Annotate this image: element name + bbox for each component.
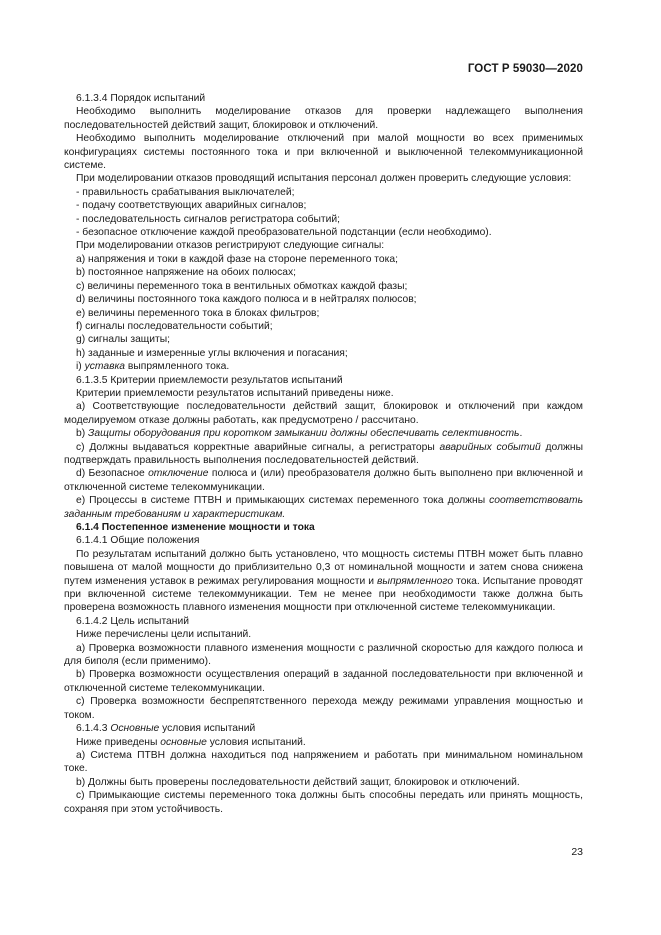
paragraph-p29 xyxy=(64,615,583,628)
text-run: полюса и (или) преобразователя должно быть выполнено при включенной и отключенной системе телекоммуникации. xyxy=(64,468,583,493)
text-run: b) постоянное напряжение на обоих полюсах; xyxy=(76,267,296,279)
text-run: 6.1.4 Постепенное изменение мощности и тока xyxy=(76,522,315,533)
paragraph-p35 xyxy=(64,736,583,749)
document-id-header: ГОСТ Р 59030—2020 xyxy=(467,63,583,75)
text-run: условия испытаний xyxy=(159,723,256,735)
text-run: d) Безопасное xyxy=(76,468,149,480)
paragraph-p22 xyxy=(64,427,583,440)
paragraph-p32 xyxy=(64,668,583,695)
text-run: a) напряжения и токи в каждой фазе на стороне переменного тока; xyxy=(76,253,398,265)
text-run: c) величины переменного тока в вентильных обмотках каждой фазы; xyxy=(76,280,408,292)
italic-text: основные xyxy=(160,736,207,748)
text-run: c) Примыкающие системы переменного тока должны быть способны передать или принять мощность, сохраняя при этом устойчивость. xyxy=(64,790,583,815)
text-run: b) Проверка возможности осуществления операций в заданной последовательности при включенной и отключенной системе телекоммуникации. xyxy=(64,669,583,694)
paragraph-p16 xyxy=(64,333,583,346)
paragraph-p36 xyxy=(64,749,583,776)
italic-text: уставка xyxy=(84,361,126,373)
text-run: a) Система ПТВН должна находиться под напряжением и работать при минимальном номинальном токе. xyxy=(64,749,583,775)
text-run: Ниже перечислены цели испытаний. xyxy=(76,629,252,641)
paragraph-p34 xyxy=(64,722,583,735)
text-run: 6.1.4.2 Цель испытаний xyxy=(76,615,189,627)
text-run: Необходимо выполнить моделирование отключений при малой мощности во всех применимых конфигурациях системы постоянного тока и при включенной и выключенной телекоммуникационной системе. xyxy=(64,133,583,172)
italic-text: Защиты оборудования при коротком замыкании должны обеспечивать селективность xyxy=(88,428,520,440)
paragraph-p30 xyxy=(64,628,583,641)
text-run: По результатам испытаний должно быть установлено, что мощность системы ПТВН может быть плавно повышена от малой мощности до приблизительно 0,3 от номинальной мощности и затем снова снижена путем изменения уставок в режимах регулирования мощности и xyxy=(64,548,583,587)
paragraph-p24 xyxy=(64,467,583,494)
paragraph-p1 xyxy=(64,92,583,105)
paragraph-p28 xyxy=(64,548,583,615)
paragraph-p2 xyxy=(64,105,583,132)
text-run: 6.1.3.4 Порядок испытаний xyxy=(76,93,206,104)
paragraph-p14 xyxy=(64,307,583,320)
paragraph-p8 xyxy=(64,226,583,239)
paragraph-p31 xyxy=(64,642,583,669)
paragraph-p38 xyxy=(64,789,583,816)
paragraph-p15 xyxy=(64,320,583,333)
italic-text: выпрямленного xyxy=(377,575,454,587)
document-body xyxy=(64,92,583,816)
paragraph-p12 xyxy=(64,280,583,293)
text-run: a) Соответствующие последовательности действий защит, блокировок и отключений при каждом моделируемом отказе должны работать, как предусмотрено / рассчитано. xyxy=(64,401,583,426)
text-run: b) Должны быть проверены последовательности действий защит, блокировок и отключений. xyxy=(76,776,520,788)
text-run: - последовательность сигналов регистратора событий; xyxy=(76,213,341,225)
text-run: d) величины постоянного тока каждого полюса и в нейтралях полюсов; xyxy=(76,294,417,306)
text-run: При моделировании отказов проводящий испытания персонал должен проверить следующие условия: xyxy=(76,173,572,185)
page-number: 23 xyxy=(571,846,583,858)
text-run: должны подтверждать правильность выполнения последовательностей действий. xyxy=(64,441,583,466)
text-run: b) xyxy=(76,428,89,440)
italic-text: аварийных событий xyxy=(439,441,541,453)
text-run: . xyxy=(519,428,523,440)
paragraph-p37 xyxy=(64,776,583,789)
paragraph-p6 xyxy=(64,199,583,212)
paragraph-p9 xyxy=(64,239,583,252)
text-run: Необходимо выполнить моделирование отказов для проверки надлежащего выполнения последовательностей действий защит, блокировок и отключений. xyxy=(64,106,583,131)
text-run: тока. Испытание проводят при включенной системе телекоммуникации. Тем не менее при необходимости также должна быть проверена возможность плавного изменения мощности при отключенной системе телекоммуникации. xyxy=(64,575,584,614)
paragraph-p17 xyxy=(64,347,583,360)
paragraph-p5 xyxy=(64,186,583,199)
paragraph-p21 xyxy=(64,400,583,427)
text-run: e) величины переменного тока в блоках фильтров; xyxy=(76,307,320,319)
paragraph-p4 xyxy=(64,172,583,185)
italic-text: Основные xyxy=(110,723,160,735)
paragraph-p13 xyxy=(64,293,583,306)
text-run: - подачу соответствующих аварийных сигналов; xyxy=(76,200,307,212)
text-run: условия испытаний. xyxy=(206,736,306,748)
paragraph-p20 xyxy=(64,387,583,400)
paragraph-p23 xyxy=(64,441,583,468)
paragraph-p18 xyxy=(64,360,583,373)
paragraph-p25 xyxy=(64,494,583,521)
paragraph-p7 xyxy=(64,213,583,226)
text-run: c) Должны выдаваться корректные аварийные сигналы, а регистраторы xyxy=(76,441,440,453)
text-run: 6.1.4.3 xyxy=(76,723,111,735)
text-run: h) заданные и измеренные углы включения и погасания; xyxy=(76,347,348,359)
text-run: выпрямленного тока. xyxy=(125,361,230,373)
paragraph-p19 xyxy=(64,374,583,387)
text-run: - безопасное отключение каждой преобразовательной подстанции (если необходимо). xyxy=(76,227,492,239)
text-run: e) Процессы в системе ПТВН и примыкающих системах переменного тока должны xyxy=(76,495,490,507)
text-run: - правильность срабатывания выключателей; xyxy=(76,186,295,198)
paragraph-p11 xyxy=(64,266,583,279)
text-run: a) Проверка возможности плавного изменения мощности с различной скоростью для каждого полюса и для биполя (если применимо). xyxy=(64,642,583,668)
italic-text: соответствовать заданным требованиям и характеристикам. xyxy=(64,495,583,520)
italic-text: отключение xyxy=(148,468,209,480)
text-run: 6.1.4.1 Общие положения xyxy=(76,535,200,547)
paragraph-p3 xyxy=(64,132,583,172)
text-run: g) сигналы защиты; xyxy=(76,334,171,346)
text-run: f) сигналы последовательности событий; xyxy=(76,320,273,332)
text-run: 6.1.3.5 Критерии приемлемости результатов испытаний xyxy=(76,374,343,386)
text-run: Критерии приемлемости результатов испытаний приведены ниже. xyxy=(76,387,394,399)
text-run: c) Проверка возможности беспрепятственного перехода между режимами управления мощностью и током. xyxy=(64,696,583,721)
paragraph-p26 xyxy=(64,521,583,534)
text-run: Ниже приведены xyxy=(76,736,161,748)
paragraph-p27 xyxy=(64,534,583,547)
text-run: i) xyxy=(76,361,85,373)
paragraph-p33 xyxy=(64,695,583,722)
text-run: При моделировании отказов регистрируют следующие сигналы: xyxy=(76,240,385,252)
paragraph-p10 xyxy=(64,253,583,266)
